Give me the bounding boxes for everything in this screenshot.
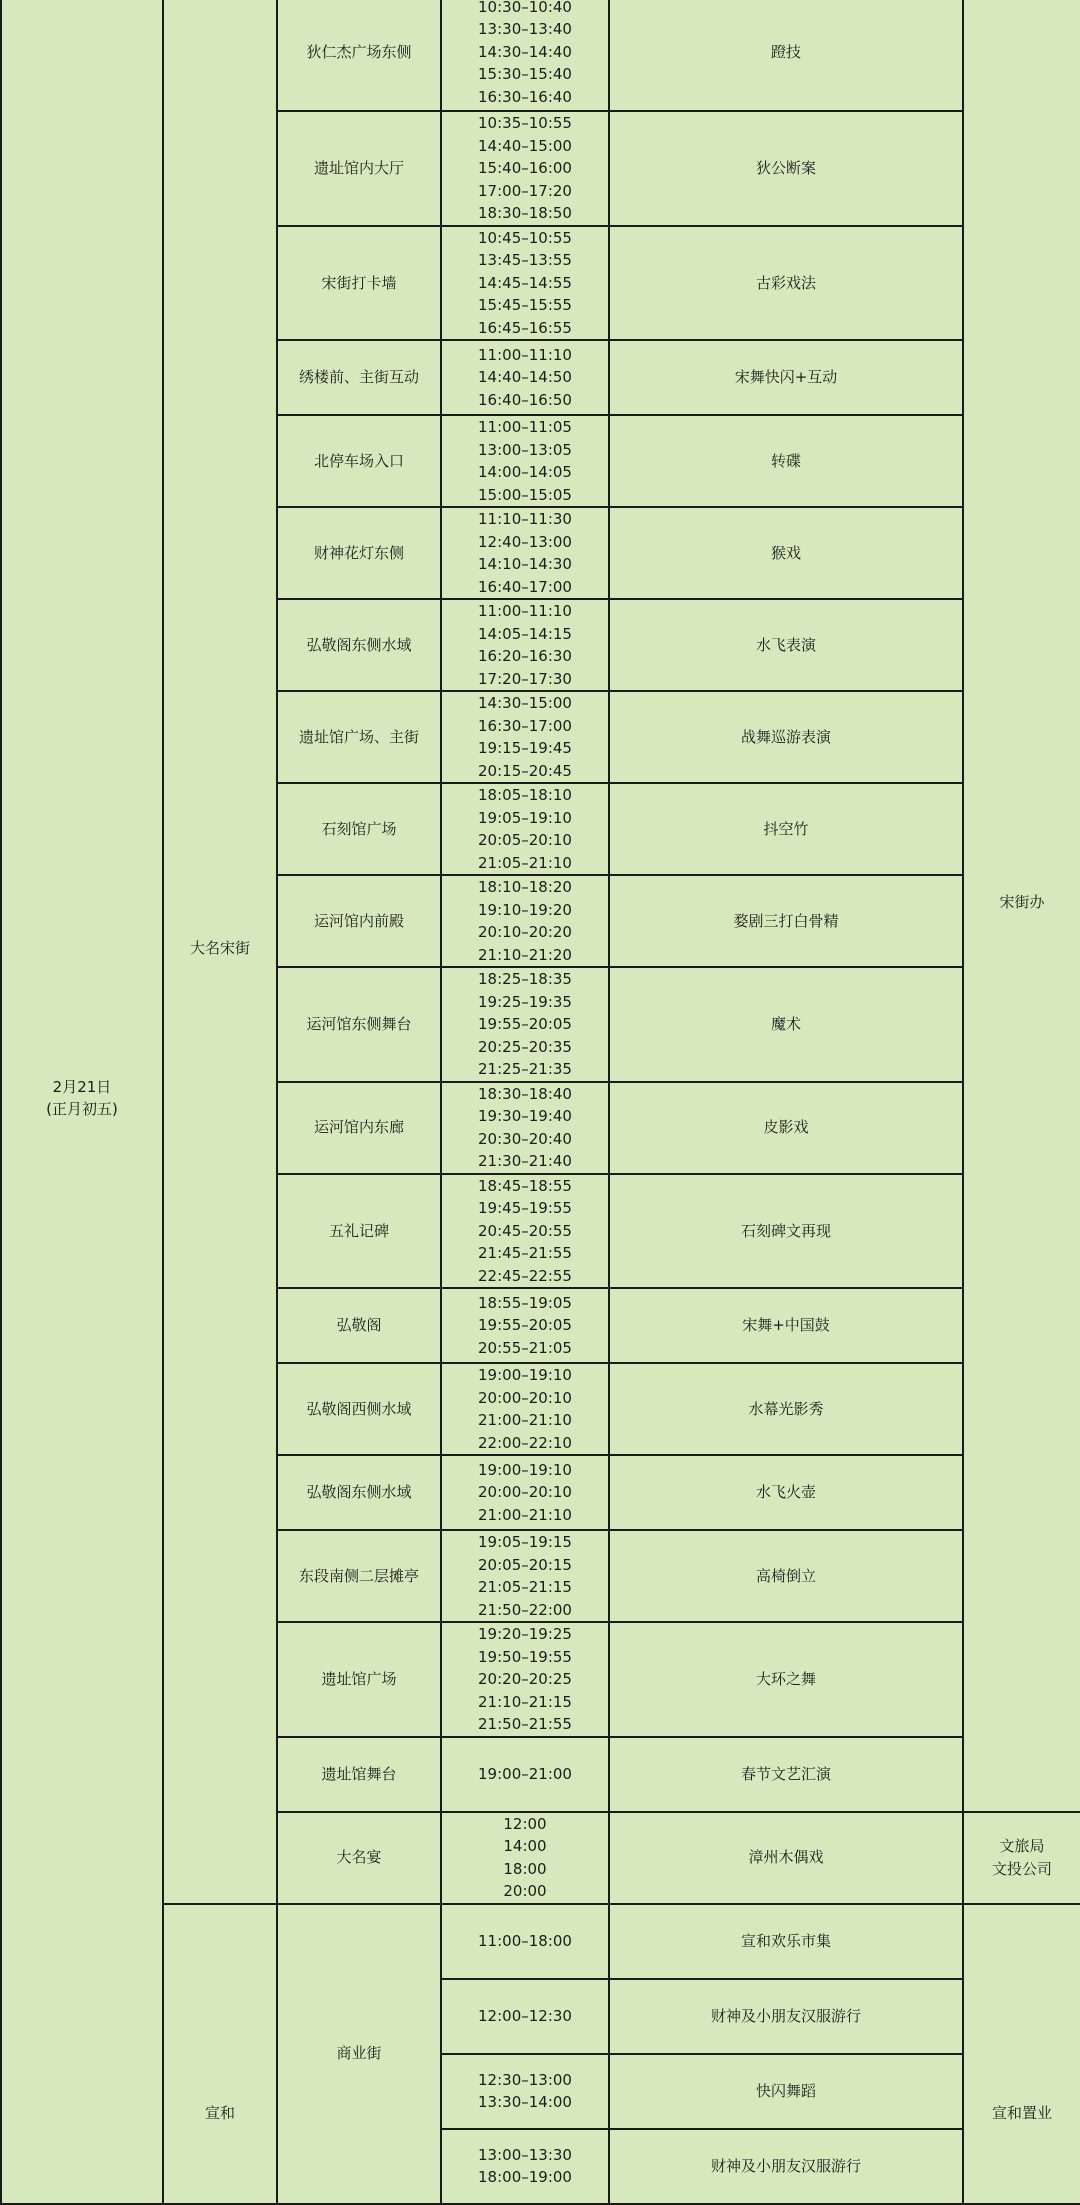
time-slot: 17:00–17:20 bbox=[478, 181, 572, 200]
location-cell: 商业街 bbox=[277, 1904, 441, 2204]
time-slot: 20:25–20:35 bbox=[478, 1037, 572, 1056]
location-cell: 弘敬阁东侧水域 bbox=[277, 599, 441, 691]
time-cell bbox=[441, 1530, 609, 1622]
time-cell bbox=[441, 783, 609, 875]
time-slot: 16:30–16:40 bbox=[478, 87, 572, 106]
time-slot: 21:00–21:10 bbox=[478, 1505, 572, 1524]
time-slot: 19:50–19:55 bbox=[478, 1647, 572, 1666]
time-slot: 19:05–19:10 bbox=[478, 808, 572, 827]
time-slot: 21:05–21:10 bbox=[478, 853, 572, 872]
time-cell bbox=[441, 1363, 609, 1455]
program-cell: 财神及小朋友汉服游行 bbox=[609, 1979, 963, 2054]
time-slot: 10:30–10:40 bbox=[478, 0, 572, 16]
program-cell: 抖空竹 bbox=[609, 783, 963, 875]
organizer-cell: 宣和置业 bbox=[963, 1904, 1080, 2204]
time-slot: 14:00 bbox=[503, 1837, 547, 1855]
time-slot: 20:00–20:10 bbox=[478, 1388, 572, 1407]
time-slot: 19:00–19:10 bbox=[478, 1366, 572, 1384]
time-slot: 10:45–10:55 bbox=[478, 228, 572, 247]
time-cell bbox=[441, 1082, 609, 1174]
time-slot: 12:40–13:00 bbox=[478, 532, 572, 551]
time-slot: 16:45–16:55 bbox=[478, 318, 572, 337]
time-slot: 20:20–20:25 bbox=[478, 1670, 572, 1688]
location-cell: 狄仁杰广场东侧 bbox=[277, 0, 441, 111]
time-slot: 19:00–19:10 bbox=[478, 1460, 572, 1479]
venue-cell: 宣和 bbox=[163, 1904, 277, 2204]
time-slot: 12:00–12:30 bbox=[478, 2006, 572, 2025]
time-slot: 13:30–13:40 bbox=[478, 20, 572, 39]
time-slot: 11:00–11:05 bbox=[478, 418, 572, 436]
venue-cell: 大名宋街 bbox=[163, 0, 277, 1904]
time-slot: 19:55–20:05 bbox=[478, 1316, 572, 1335]
time-cell bbox=[441, 1622, 609, 1737]
time-slot: 18:55–19:05 bbox=[478, 1293, 572, 1312]
time-slot: 11:10–11:30 bbox=[478, 510, 572, 528]
time-cell bbox=[441, 340, 609, 415]
time-slot: 19:25–19:35 bbox=[478, 992, 572, 1011]
time-cell bbox=[441, 226, 609, 341]
program-cell: 皮影戏 bbox=[609, 1082, 963, 1174]
time-slot: 18:00–19:00 bbox=[478, 2168, 572, 2186]
program-cell: 财神及小朋友汉服游行 bbox=[609, 2129, 963, 2204]
time-slot: 21:05–21:15 bbox=[478, 1578, 572, 1596]
date-text: 2月21日 bbox=[52, 1077, 112, 1096]
time-cell bbox=[441, 1979, 609, 2054]
organizer-cell: 宋街办 bbox=[963, 0, 1080, 1812]
time-slot: 17:20–17:30 bbox=[478, 669, 572, 688]
location-cell: 石刻馆广场 bbox=[277, 783, 441, 875]
time-slot: 19:45–19:55 bbox=[478, 1199, 572, 1217]
time-slot: 14:45–14:55 bbox=[478, 273, 572, 292]
time-slot: 14:30–15:00 bbox=[478, 694, 572, 712]
time-slot: 14:40–15:00 bbox=[478, 136, 572, 155]
time-slot: 20:10–20:20 bbox=[478, 923, 572, 941]
time-slot: 14:00–14:05 bbox=[478, 463, 572, 481]
time-cell bbox=[441, 967, 609, 1082]
organizer-text: 文投公司 bbox=[991, 1859, 1052, 1878]
time-slot: 18:25–18:35 bbox=[478, 970, 572, 988]
time-slot: 20:05–20:10 bbox=[478, 831, 572, 849]
program-cell: 蹬技 bbox=[609, 0, 963, 111]
time-cell bbox=[441, 0, 609, 111]
organizer-text: 文旅局 bbox=[999, 1837, 1045, 1855]
time-cell bbox=[441, 1174, 609, 1289]
program-cell: 猴戏 bbox=[609, 507, 963, 599]
time-cell bbox=[441, 415, 609, 507]
table-row bbox=[1, 1904, 1080, 1979]
program-cell: 宣和欢乐市集 bbox=[609, 1904, 963, 1979]
time-slot: 14:05–14:15 bbox=[478, 624, 572, 643]
time-slot: 18:30–18:40 bbox=[478, 1084, 572, 1103]
time-slot: 20:45–20:55 bbox=[478, 1221, 572, 1240]
time-slot: 14:10–14:30 bbox=[478, 555, 572, 573]
time-slot: 11:00–11:10 bbox=[478, 345, 572, 364]
location-cell: 弘敬阁 bbox=[277, 1288, 441, 1363]
time-slot: 13:00–13:30 bbox=[478, 2145, 572, 2164]
time-slot: 15:30–15:40 bbox=[478, 65, 572, 84]
time-slot: 18:30–18:50 bbox=[478, 204, 572, 222]
time-slot: 21:50–22:00 bbox=[478, 1600, 572, 1619]
time-slot: 18:10–18:20 bbox=[478, 878, 572, 896]
time-slot: 12:30–13:00 bbox=[478, 2070, 572, 2089]
time-slot: 19:10–19:20 bbox=[478, 900, 572, 919]
location-cell: 遗址馆舞台 bbox=[277, 1737, 441, 1812]
program-cell: 宋舞+中国鼓 bbox=[609, 1288, 963, 1363]
time-cell bbox=[441, 1737, 609, 1812]
location-cell: 运河馆内东廊 bbox=[277, 1082, 441, 1174]
location-cell: 东段南侧二层摊亭 bbox=[277, 1530, 441, 1622]
location-cell: 运河馆东侧舞台 bbox=[277, 967, 441, 1082]
location-cell: 运河馆内前殿 bbox=[277, 875, 441, 967]
time-slot: 21:30–21:40 bbox=[478, 1152, 572, 1170]
time-slot: 15:00–15:05 bbox=[478, 485, 572, 504]
lunar-date-text: (正月初五) bbox=[46, 1100, 118, 1119]
time-slot: 19:00–21:00 bbox=[478, 1764, 572, 1783]
time-slot: 22:45–22:55 bbox=[478, 1266, 572, 1285]
program-cell: 古彩戏法 bbox=[609, 226, 963, 341]
program-cell: 水飞火壶 bbox=[609, 1455, 963, 1530]
location-cell: 弘敬阁西侧水域 bbox=[277, 1363, 441, 1455]
program-cell: 转碟 bbox=[609, 415, 963, 507]
program-cell: 石刻碑文再现 bbox=[609, 1174, 963, 1289]
time-cell bbox=[441, 2054, 609, 2129]
time-slot: 19:20–19:25 bbox=[478, 1625, 572, 1643]
time-slot: 13:45–13:55 bbox=[478, 251, 572, 269]
program-cell: 战舞巡游表演 bbox=[609, 691, 963, 783]
time-slot: 20:55–21:05 bbox=[478, 1338, 572, 1357]
time-slot: 19:05–19:15 bbox=[478, 1533, 572, 1551]
time-cell bbox=[441, 1455, 609, 1530]
program-cell: 婺剧三打白骨精 bbox=[609, 875, 963, 967]
time-slot: 11:00–18:00 bbox=[478, 1931, 572, 1950]
time-slot: 11:00–11:10 bbox=[478, 602, 572, 620]
location-cell: 弘敬阁东侧水域 bbox=[277, 1455, 441, 1530]
time-slot: 18:05–18:10 bbox=[478, 786, 572, 804]
time-slot: 16:40–17:00 bbox=[478, 577, 572, 596]
program-cell: 魔术 bbox=[609, 967, 963, 1082]
program-cell: 快闪舞蹈 bbox=[609, 2054, 963, 2129]
time-cell bbox=[441, 111, 609, 226]
time-slot: 13:00–13:05 bbox=[478, 440, 572, 459]
time-slot: 21:45–21:55 bbox=[478, 1244, 572, 1262]
time-slot: 21:10–21:20 bbox=[478, 945, 572, 964]
time-slot: 16:40–16:50 bbox=[478, 390, 572, 409]
time-slot: 20:00–20:10 bbox=[478, 1483, 572, 1502]
time-cell bbox=[441, 1812, 609, 1904]
time-slot: 16:30–17:00 bbox=[478, 716, 572, 735]
location-cell: 遗址馆广场 bbox=[277, 1622, 441, 1737]
date-cell bbox=[1, 0, 163, 2204]
time-cell bbox=[441, 875, 609, 967]
program-cell: 狄公断案 bbox=[609, 111, 963, 226]
program-cell: 宋舞快闪+互动 bbox=[609, 340, 963, 415]
time-slot: 18:45–18:55 bbox=[478, 1176, 572, 1195]
time-slot: 13:30–14:00 bbox=[478, 2093, 572, 2111]
location-cell: 财神花灯东侧 bbox=[277, 507, 441, 599]
time-cell bbox=[441, 2129, 609, 2204]
time-slot: 20:05–20:15 bbox=[478, 1555, 572, 1574]
program-cell: 春节文艺汇演 bbox=[609, 1737, 963, 1812]
time-slot: 21:50–21:55 bbox=[478, 1715, 572, 1733]
time-slot: 15:40–16:00 bbox=[478, 159, 572, 177]
time-slot: 19:15–19:45 bbox=[478, 739, 572, 757]
program-cell: 漳州木偶戏 bbox=[609, 1812, 963, 1904]
time-slot: 15:45–15:55 bbox=[478, 296, 572, 314]
program-cell: 大环之舞 bbox=[609, 1622, 963, 1737]
time-slot: 20:00 bbox=[503, 1882, 547, 1900]
time-slot: 19:55–20:05 bbox=[478, 1015, 572, 1033]
time-slot: 22:00–22:10 bbox=[478, 1433, 572, 1452]
table-row bbox=[1, 0, 1080, 111]
time-slot: 18:00 bbox=[503, 1859, 547, 1878]
time-slot: 21:00–21:10 bbox=[478, 1411, 572, 1429]
time-slot: 21:25–21:35 bbox=[478, 1060, 572, 1078]
program-cell: 水飞表演 bbox=[609, 599, 963, 691]
organizer-cell bbox=[963, 1812, 1080, 1904]
time-cell bbox=[441, 1904, 609, 1979]
location-cell: 五礼记碑 bbox=[277, 1174, 441, 1289]
time-slot: 14:30–14:40 bbox=[478, 42, 572, 61]
time-slot: 12:00 bbox=[503, 1814, 547, 1833]
time-cell bbox=[441, 691, 609, 783]
program-cell: 高椅倒立 bbox=[609, 1530, 963, 1622]
time-slot: 19:30–19:40 bbox=[478, 1107, 572, 1125]
location-cell: 遗址馆广场、主街 bbox=[277, 691, 441, 783]
location-cell: 宋街打卡墙 bbox=[277, 226, 441, 341]
program-cell: 水幕光影秀 bbox=[609, 1363, 963, 1455]
time-slot: 16:20–16:30 bbox=[478, 647, 572, 665]
location-cell: 大名宴 bbox=[277, 1812, 441, 1904]
time-slot: 10:35–10:55 bbox=[478, 114, 572, 132]
time-slot: 20:15–20:45 bbox=[478, 761, 572, 780]
time-slot: 14:40–14:50 bbox=[478, 368, 572, 387]
time-slot: 21:10–21:15 bbox=[478, 1692, 572, 1711]
location-cell: 北停车场入口 bbox=[277, 415, 441, 507]
time-cell bbox=[441, 1288, 609, 1363]
time-cell bbox=[441, 599, 609, 691]
location-cell: 遗址馆内大厅 bbox=[277, 111, 441, 226]
time-cell bbox=[441, 507, 609, 599]
time-slot: 20:30–20:40 bbox=[478, 1129, 572, 1148]
location-cell: 绣楼前、主街互动 bbox=[277, 340, 441, 415]
